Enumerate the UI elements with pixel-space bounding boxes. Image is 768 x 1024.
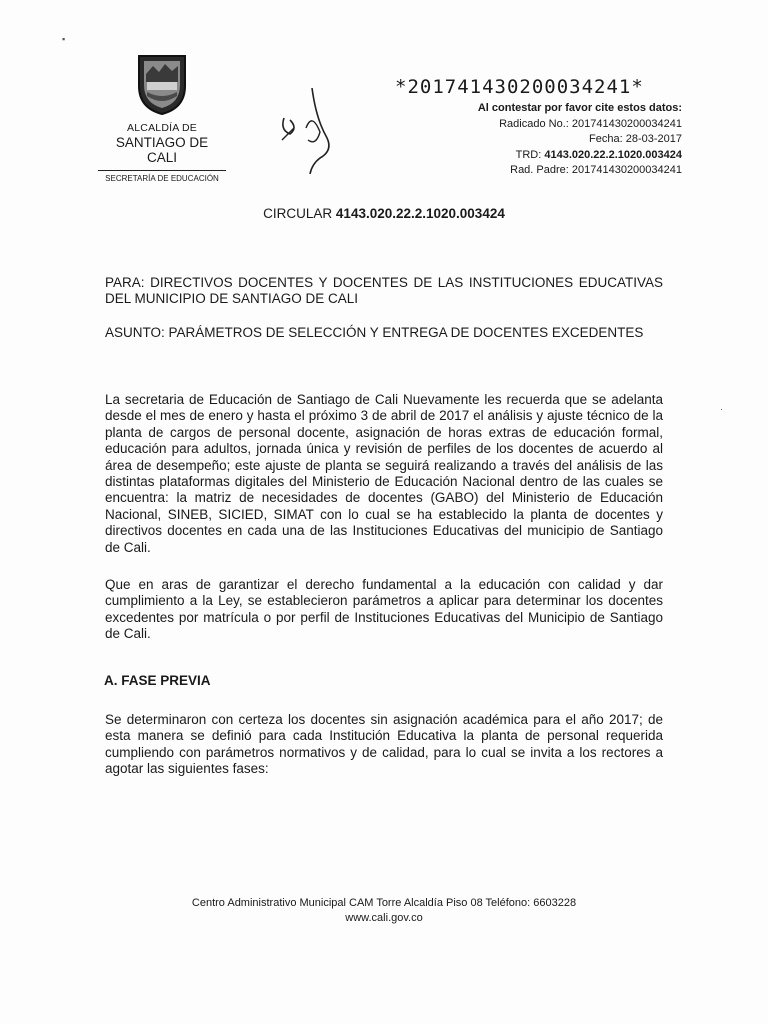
footer-address: Centro Administrativo Municipal CAM Torre Alcaldía Piso 08 Teléfono: 6603228 [191,897,577,909]
section-heading-fase-previa: A. FASE PREVIA [104,673,211,688]
circular-label: CIRCULAR [263,206,336,221]
barcode-number: *201741430200034241* [395,76,644,98]
logo-line-secretaria: SECRETARÍA DE EDUCACIÓN [98,170,226,183]
logo-line-alcaldia: ALCALDÍA DE [127,122,197,134]
scan-speck: · [720,404,723,414]
filing-details [478,101,682,179]
footer-website: www.cali.gov.co [345,912,423,924]
coat-of-arms-icon [135,52,189,116]
trd-label: TRD: [515,148,545,161]
asunto-subject: ASUNTO: PARÁMETROS DE SELECCIÓN Y ENTREGA DE DOCENTES EXCEDENTES [105,325,644,340]
footer [0,896,768,926]
logo-block [100,52,224,183]
fecha: Fecha: 28-03-2017 [589,133,682,146]
para-recipients: PARA: DIRECTIVOS DOCENTES Y DOCENTES DE LAS INSTITUCIONES EDUCATIVAS DEL MUNICIPIO DE SANTIAGO DE CALI [105,275,663,307]
circular-title [0,206,768,221]
cite-label: Al contestar por favor cite estos datos: [477,102,682,114]
paragraph-parameters: Que en aras de garantizar el derecho fundamental a la educación con calidad y dar cumplimiento a la Ley, se establecieron parámetros a aplicar para determinar los docentes excedentes por matrícula o por perfil de Instituciones Educativas del Municipio de Santiago de Cali. [105,577,663,642]
handwritten-signature [276,88,338,178]
circular-number: 4143.020.22.2.1020.003424 [335,206,505,221]
paragraph-fase-previa: Se determinaron con certeza los docentes sin asignación académica para el año 2017; de esta manera se definió para cada Institución Educativa la planta de personal requerida cumpliendo con parámetros normativos y de calidad, para lo cual se invita a los rectores a agotar las siguientes fases: [105,712,663,777]
rad-padre: Rad. Padre: 201741430200034241 [510,164,682,177]
radicado-number: Radicado No.: 201741430200034241 [499,117,682,130]
logo-line-city: SANTIAGO DE CALI [115,135,209,165]
scan-speck: ▪ [62,34,66,44]
trd-value: 4143.020.22.2.1020.003424 [544,148,682,161]
paragraph-intro: La secretaria de Educación de Santiago de Cali Nuevamente les recuerda que se adelanta desde el mes de enero y hasta el próximo 3 de abril de 2017 el análisis y ajuste técnico de la planta de cargos de personal docente, asignación de horas extras de educación formal, educación para adultos, jornada única y revisión de perfiles de los docentes de acuerdo al área de desempeño; este ajuste de planta se seguirá realizando a través del análisis de las distintas plataformas digitales del Ministerio de Educación Nacional dentro de las cuales se encuentra: la matriz de necesidades de docentes (GABO) del Ministerio de Educación Nacional, SINEB, SICIED, SIMAT con lo cual se ha establecido la planta de docentes y directivos docentes en cada una de las Instituciones Educativas del municipio de Santiago de Cali. [105,392,663,555]
trd [478,148,682,164]
